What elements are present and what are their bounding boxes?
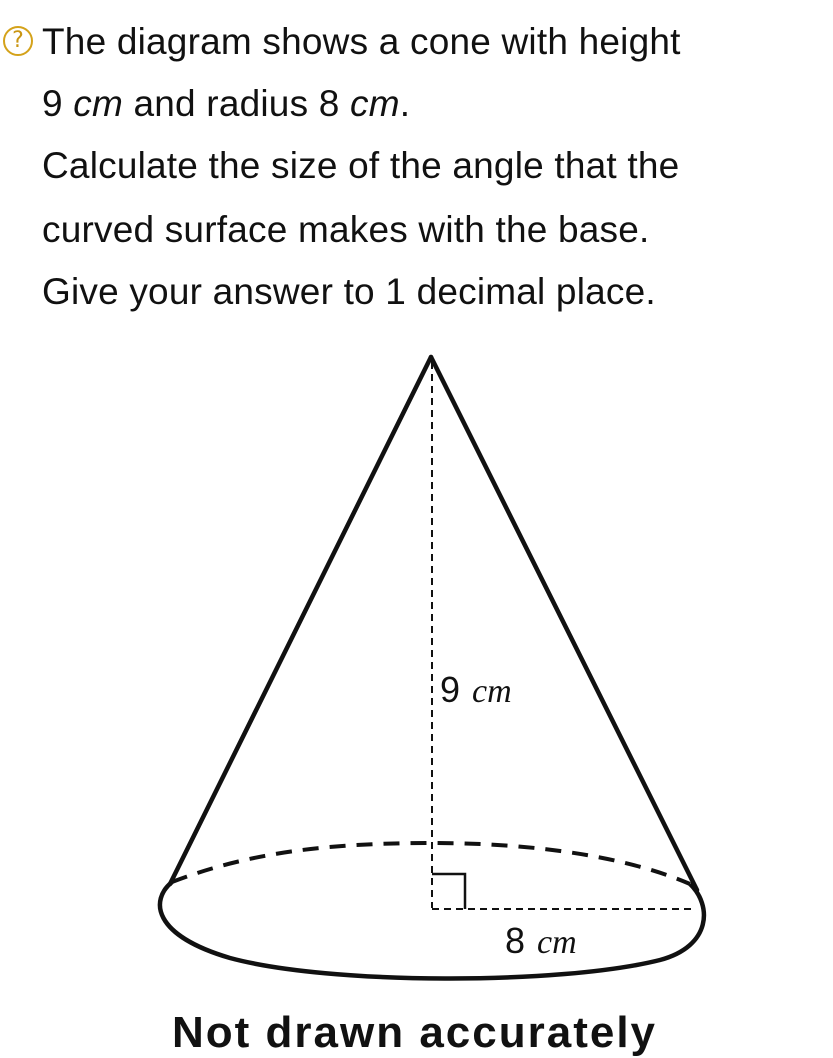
question-line-1: The diagram shows a cone with height [42, 21, 681, 62]
radius-label-unit: cm [537, 924, 577, 961]
height-label [440, 669, 512, 710]
footer-note-clip [0, 1000, 833, 1057]
radius-label-value: 8 [505, 920, 526, 961]
not-drawn-accurately-note: Not drawn accurately [172, 1008, 658, 1057]
question-line-4: curved surface makes with the base. [42, 209, 650, 250]
cone-base-back-edge [172, 843, 690, 884]
question-circle-icon[interactable]: ? [3, 26, 33, 56]
height-label-value: 9 [440, 669, 461, 710]
line-2-period: . [399, 83, 411, 124]
question-line-3: Calculate the size of the angle that the [42, 145, 680, 186]
cone-right-slant-edge [431, 357, 697, 890]
cone-left-slant-edge [170, 357, 431, 884]
right-angle-marker [432, 874, 465, 909]
radius-intro-text: and radius 8 [123, 83, 351, 124]
question-line-5: Give your answer to 1 decimal place. [42, 271, 656, 312]
height-unit-text: cm [73, 83, 123, 124]
height-label-unit: cm [472, 673, 512, 710]
height-value-text: 9 [42, 83, 74, 124]
radius-unit-text: cm [350, 83, 400, 124]
radius-label [505, 920, 577, 961]
